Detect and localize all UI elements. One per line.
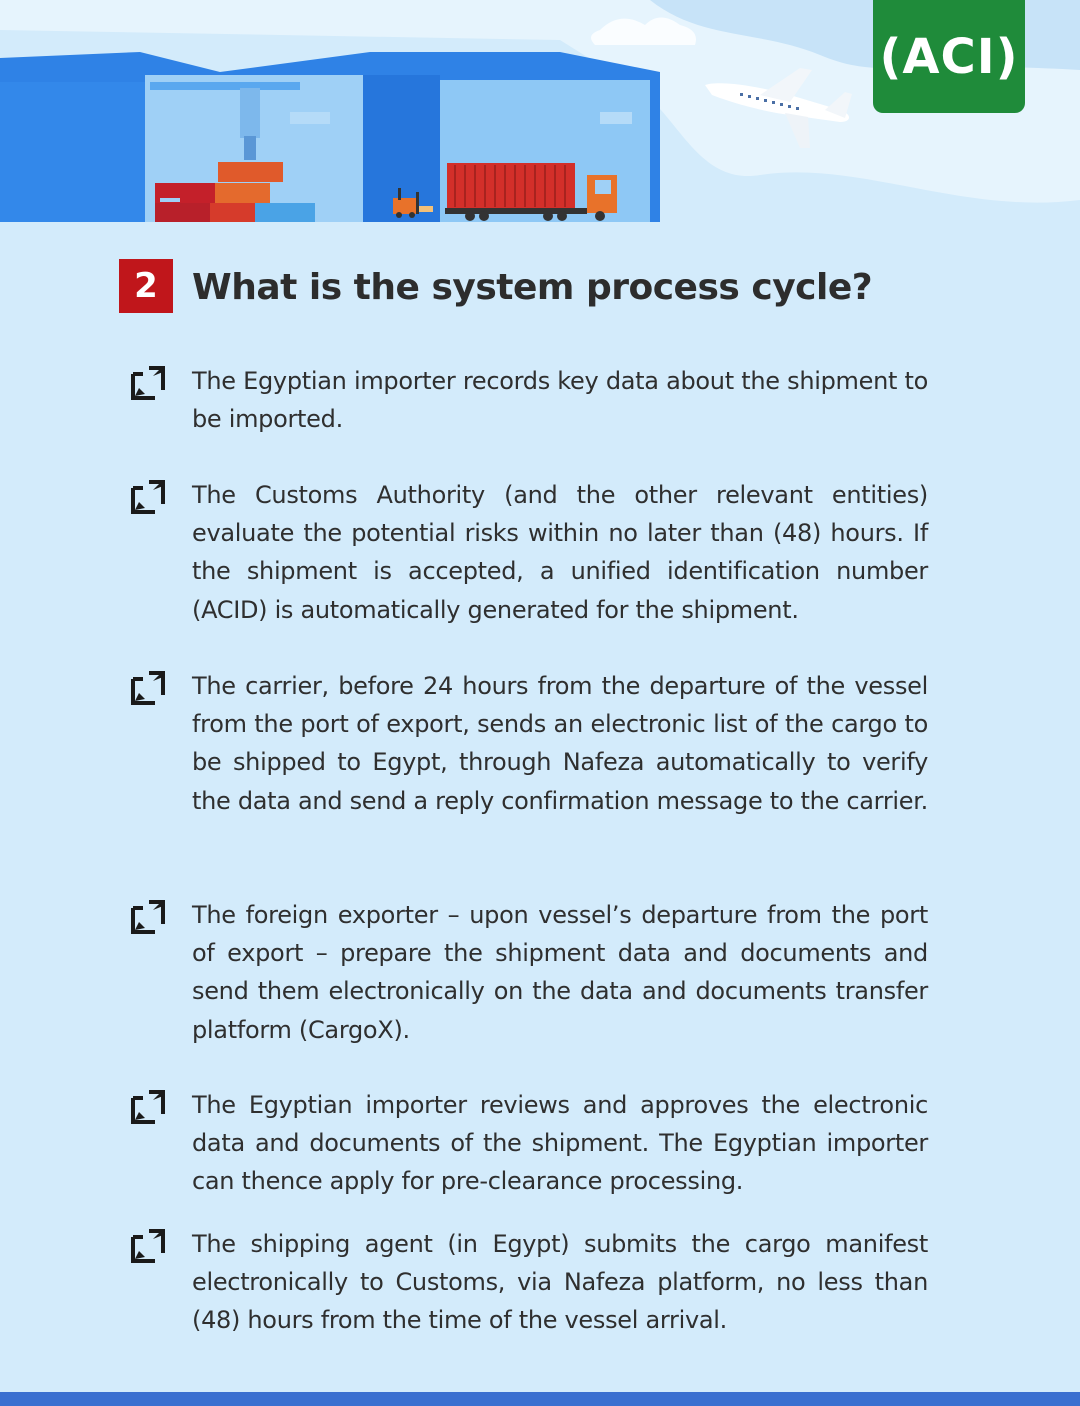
document-corner-bullet-icon bbox=[131, 1090, 165, 1124]
document-corner-bullet-icon bbox=[131, 671, 165, 705]
section-title: What is the system process cycle? bbox=[192, 267, 873, 308]
document-corner-bullet-icon bbox=[131, 480, 165, 514]
step-text: The Customs Authority (and the other relevant entities) evaluate the potential risks within no later than (48) hours. If the shipment is accepted, a unified identification number (ACID) is automatically generated for the shipment. bbox=[192, 481, 928, 624]
step-text: The Egyptian importer reviews and approves the electronic data and documents of the shipment. The Egyptian importer can thence apply for pre-clearance processing. bbox=[192, 1091, 928, 1196]
document-corner-bullet-icon bbox=[131, 366, 165, 400]
step-text: The foreign exporter – upon vessel’s departure from the port of export – prepare the shipment data and documents and send them electronically on the data and documents transfer platform (CargoX). bbox=[192, 901, 928, 1044]
section-number: 2 bbox=[119, 259, 173, 313]
step-text: The shipping agent (in Egypt) submits the cargo manifest electronically to Customs, via Nafeza platform, no less than (48) hours from the time of the vessel arrival. bbox=[192, 1230, 928, 1335]
aci-badge: (ACI) bbox=[873, 0, 1025, 113]
document-corner-bullet-icon bbox=[131, 900, 165, 934]
document-corner-bullet-icon bbox=[131, 1229, 165, 1263]
step-text: The carrier, before 24 hours from the departure of the vessel from the port of export, sends an electronic list of the cargo to be shipped to Egypt, through Nafeza automatically to verify the data and send a reply confirmation message to the carrier. bbox=[192, 672, 928, 815]
step-text: The Egyptian importer records key data about the shipment to be imported. bbox=[192, 367, 928, 434]
bottom-bar bbox=[0, 1392, 1080, 1406]
